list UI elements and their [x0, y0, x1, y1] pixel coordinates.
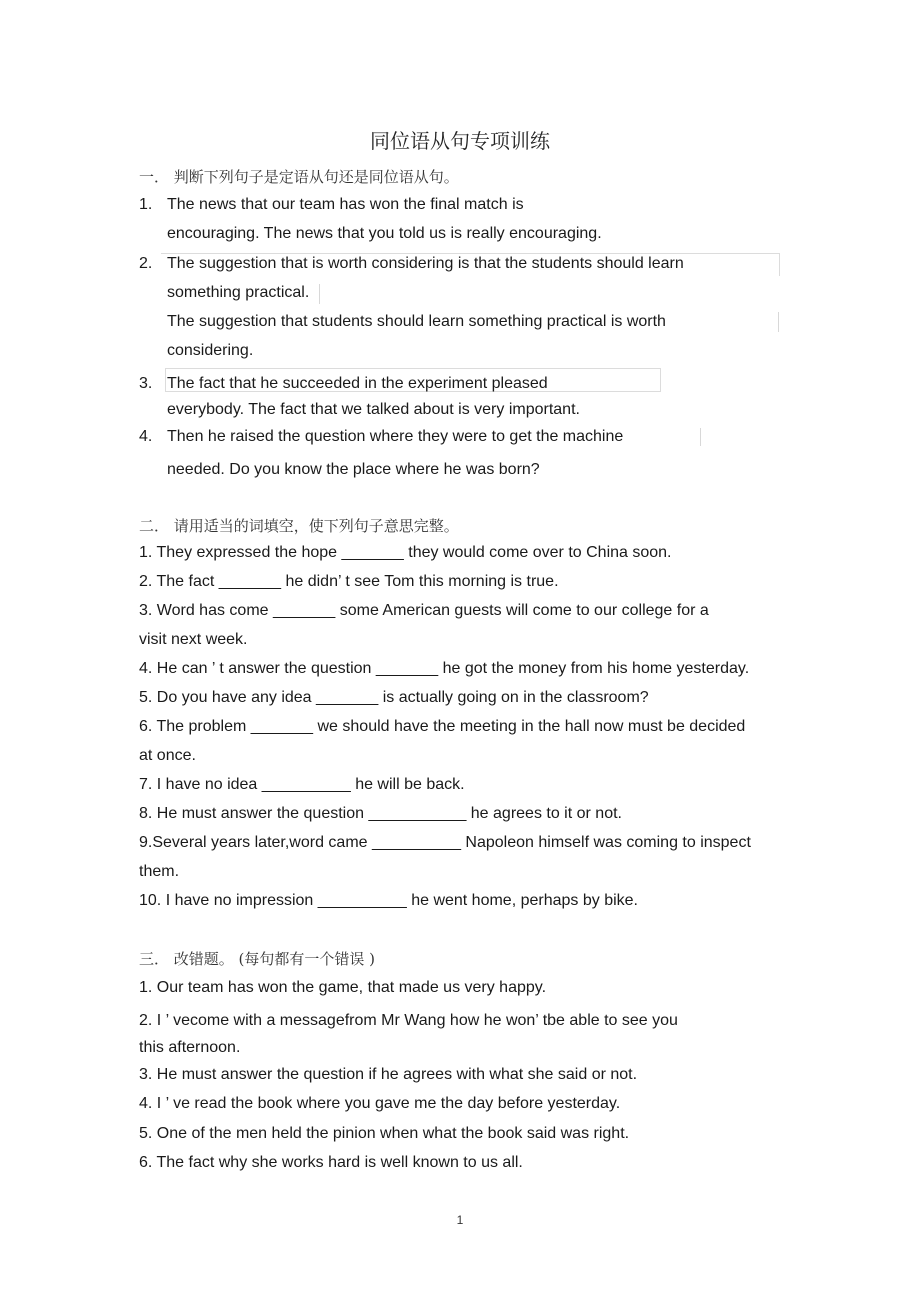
scan-frame-line [700, 428, 701, 446]
section-1-heading: 一． 判断下列句子是定语从句还是同位语从句。 [139, 168, 459, 186]
item-number: 3. [139, 375, 153, 392]
item-number: 2. [139, 255, 153, 272]
scan-frame-line [778, 312, 779, 332]
item-text-line: Then he raised the question where they were to get the machine [167, 428, 624, 445]
exercise-line: 1. They expressed the hope _______ they would come over to China soon. [139, 544, 672, 561]
item-text-line: The suggestion that students should learn something practical is worth [167, 313, 666, 330]
item-number: 1. [139, 196, 153, 213]
exercise-line: at once. [139, 747, 196, 764]
exercise-line: 5. One of the men held the pinion when what the book said was right. [139, 1125, 630, 1142]
item-text-line: The news that our team has won the final match is [167, 196, 524, 213]
item-text-line: something practical. [167, 284, 310, 301]
exercise-line: 8. He must answer the question ___________ he agrees to it or not. [139, 805, 622, 822]
page-number: 1 [456, 1213, 464, 1227]
page-title: 同位语从句专项训练 [370, 129, 550, 153]
item-text-line: considering. [167, 342, 254, 359]
exercise-line: 3. Word has come _______ some American guests will come to our college for a [139, 602, 709, 619]
exercise-line: 4. He can ’ t answer the question _______ he got the money from his home yesterday. [139, 660, 750, 677]
exercise-line: 9.Several years later,word came __________ Napoleon himself was coming to inspect [139, 834, 751, 851]
exercise-line: 6. The problem _______ we should have the meeting in the hall now must be decided [139, 718, 746, 735]
item-text-line: encouraging. The news that you told us is really encouraging. [167, 225, 602, 242]
section-3-heading: 三． 改错题。 (每句都有一个错误 ) [139, 950, 376, 968]
item-text-line: The fact that he succeeded in the experiment pleased [167, 375, 548, 392]
exercise-line: 6. The fact why she works hard is well known to us all. [139, 1154, 523, 1171]
exercise-line: 1. Our team has won the game, that made us very happy. [139, 979, 547, 996]
section-2-heading: 二． 请用适当的词填空，使下列句子意思完整。 [139, 517, 459, 535]
exercise-line: 4. I ’ ve read the book where you gave me the day before yesterday. [139, 1095, 621, 1112]
exercise-line: 10. I have no impression __________ he went home, perhaps by bike. [139, 892, 638, 909]
exercise-line: 7. I have no idea __________ he will be back. [139, 776, 465, 793]
exercise-line: this afternoon. [139, 1039, 241, 1056]
exercise-line: 2. The fact _______ he didn’ t see Tom this morning is true. [139, 573, 559, 590]
item-text-line: needed. Do you know the place where he was born? [167, 461, 540, 478]
exercise-line: 5. Do you have any idea _______ is actually going on in the classroom? [139, 689, 649, 706]
exercise-line: 3. He must answer the question if he agrees with what she said or not. [139, 1066, 638, 1083]
exercise-line: visit next week. [139, 631, 248, 648]
exercise-line: them. [139, 863, 180, 880]
item-number: 4. [139, 428, 153, 445]
item-text-line: The suggestion that is worth considering is that the students should learn [167, 255, 684, 272]
exercise-line: 2. I ’ vecome with a messagefrom Mr Wang how he won’ tbe able to see you [139, 1012, 678, 1029]
scan-frame-line [319, 284, 320, 304]
item-text-line: everybody. The fact that we talked about is very important. [167, 401, 580, 418]
